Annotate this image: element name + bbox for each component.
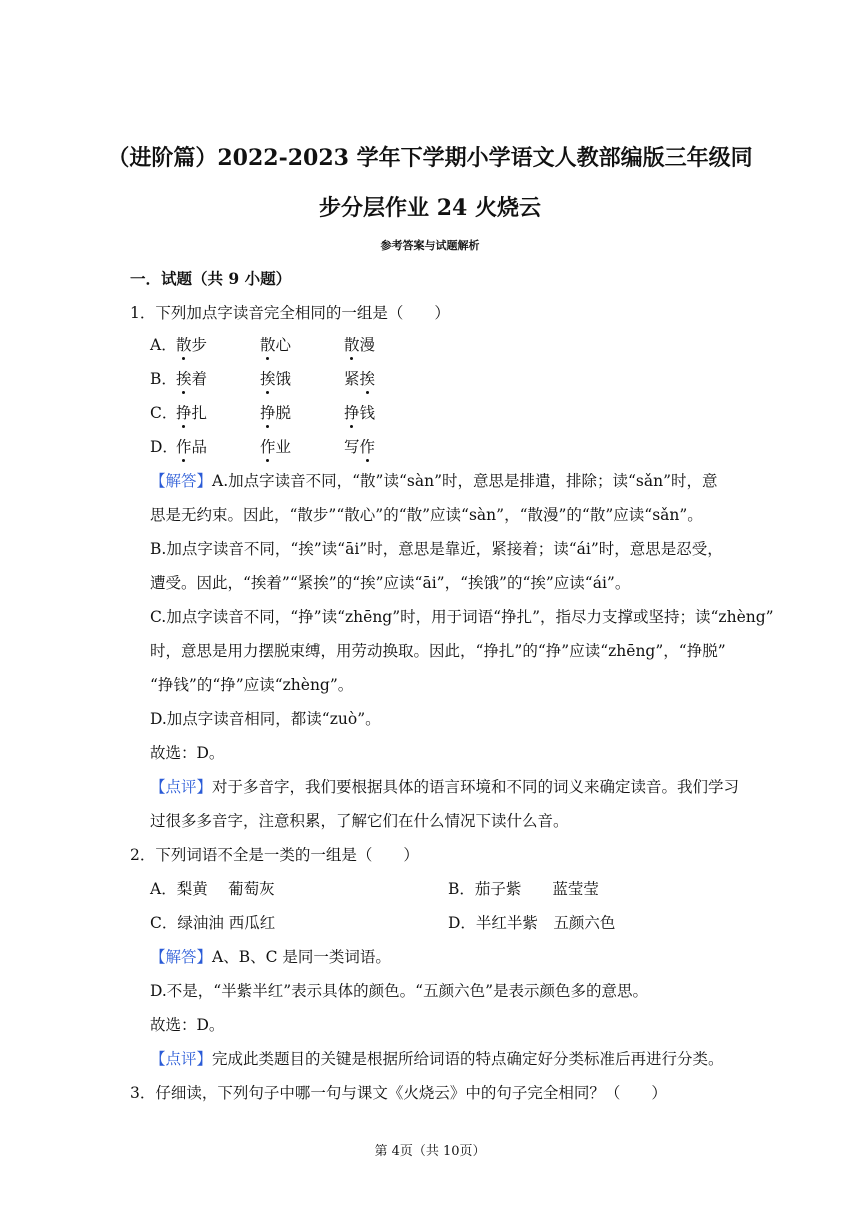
q1-stem: 1．下列加点字读音完全相同的一组是（ ） — [130, 304, 450, 322]
title-line-2: 步分层作业 24 火烧云 — [319, 195, 541, 221]
q2-answer-line-3: 故选：D。 — [150, 1016, 225, 1034]
q1-option-label: A． — [150, 336, 177, 354]
q1-option-label: B． — [150, 370, 177, 388]
q1-answer-line-6: 时，意思是用力摆脱束缚，用劳动换取。因此，“挣扎”的“挣”应读“zhēng”，“挣脱” — [150, 642, 726, 660]
q1-option-word — [260, 436, 291, 458]
word-char: 品 — [191, 438, 208, 456]
q1-option-word — [176, 368, 207, 390]
q2-option-d: D．半红半紫 五颜六色 — [448, 914, 616, 932]
q1-option-label: C． — [150, 404, 178, 422]
word-char: 着 — [191, 370, 208, 388]
q1-answer-line-4: 遭受。因此，“挨着”“紧挨”的“挨”应读“āi”，“挨饿”的“挨”应读“ái”。 — [150, 574, 631, 592]
q2-comment-tag: 【点评】 — [150, 1050, 213, 1068]
subtitle: 参考答案与试题解析 — [380, 239, 480, 252]
q1-answer-line-8: D.加点字读音相同，都读“zuò”。 — [150, 710, 381, 728]
q1-option-word — [260, 368, 291, 390]
q1-answer-line-5: C.加点字读音不同，“挣”读“zhēng”时，用于词语“挣扎”，指尽力支撑或坚持；读“zhèng” — [150, 608, 774, 626]
section-heading: 一．试题（共 9 小题） — [130, 269, 292, 288]
word-char: 业 — [275, 438, 292, 456]
q2-answer-line-2: D.不是，“半紫半红”表示具体的颜色。“五颜六色”是表示颜色多的意思。 — [150, 982, 649, 1000]
q1-answer-line-9: 故选：D。 — [150, 744, 225, 762]
emphasis-dot-char: 挨 — [176, 370, 192, 388]
q1-comment-line-2: 过很多多音字，注意积累，了解它们在什么情况下读什么音。 — [150, 812, 569, 830]
word-char: 步 — [191, 336, 208, 354]
q1-comment-line-1: 【点评】对于多音字，我们要根据具体的语言环境和不同的词义来确定读音。我们学习 — [150, 778, 740, 796]
emphasis-dot-char: 作 — [176, 438, 192, 456]
q2-option-c: C．绿油油 西瓜红 — [150, 914, 276, 932]
q1-option-word — [176, 436, 207, 458]
q2-answer-tag: 【解答】 — [150, 948, 213, 966]
q2-comment-line-1: 【点评】完成此类题目的关键是根据所给词语的特点确定好分类标准后再进行分类。 — [150, 1050, 724, 1068]
q2-answer-line-1: 【解答】A、B、C 是同一类词语。 — [150, 948, 391, 966]
emphasis-dot-char: 作 — [359, 438, 376, 456]
q3-stem: 3．仔细读，下列句子中哪一句与课文《火烧云》中的句子完全相同？（ ） — [130, 1084, 667, 1102]
emphasis-dot-char: 作 — [260, 438, 276, 456]
emphasis-dot-char: 挨 — [359, 370, 376, 388]
word-char: 扎 — [191, 404, 208, 422]
word-char: 紧 — [344, 370, 360, 388]
emphasis-dot-char: 挣 — [176, 404, 192, 422]
q1-answer-line-7: “挣钱”的“挣”应读“zhèng”。 — [150, 676, 354, 694]
q1-option-word — [344, 402, 375, 424]
emphasis-dot-char: 散 — [260, 336, 276, 354]
word-char: 饿 — [275, 370, 292, 388]
emphasis-dot-char: 挣 — [344, 404, 360, 422]
q1-option-word — [260, 402, 291, 424]
q1-answer-tag: 【解答】 — [150, 472, 213, 490]
word-char: 钱 — [359, 404, 376, 422]
emphasis-dot-char: 挣 — [260, 404, 276, 422]
q1-option-word — [344, 436, 375, 458]
q1-option-word — [176, 402, 207, 424]
page-footer: 第 4页（共 10页） — [374, 1144, 486, 1159]
emphasis-dot-char: 挨 — [260, 370, 276, 388]
word-char: 写 — [344, 438, 360, 456]
emphasis-dot-char: 散 — [176, 336, 192, 354]
q1-option-word — [344, 368, 375, 390]
q1-option-word — [260, 334, 291, 356]
word-char: 心 — [275, 336, 292, 354]
q1-answer-line-2: 思是无约束。因此，“散步”“散心”的“散”应读“sàn”，“散漫”的“散”应读“sǎn”。 — [150, 506, 703, 524]
q1-option-label: D． — [150, 438, 178, 456]
q1-comment-tag: 【点评】 — [150, 778, 213, 796]
q1-answer-line-3: B.加点字读音不同，“挨”读“āi”时，意思是靠近，紧接着；读“ái”时，意思是忍受， — [150, 540, 723, 558]
q1-option-word — [176, 334, 207, 356]
word-char: 漫 — [359, 336, 376, 354]
q2-option-a: A．梨黄 葡萄灰 — [150, 880, 275, 898]
q2-stem: 2．下列词语不全是一类的一组是（ ） — [130, 846, 419, 864]
emphasis-dot-char: 散 — [344, 336, 360, 354]
q1-option-word — [344, 334, 375, 356]
word-char: 脱 — [275, 404, 292, 422]
title-line-1: （进阶篇）2022-2023 学年下学期小学语文人教部编版三年级同 — [107, 145, 753, 171]
q2-option-b: B．茄子紫 蓝莹莹 — [448, 880, 599, 898]
q1-answer-line-1: 【解答】A.加点字读音不同，“散”读“sàn”时，意思是排遣，排除；读“sǎn”时，意 — [150, 472, 718, 490]
